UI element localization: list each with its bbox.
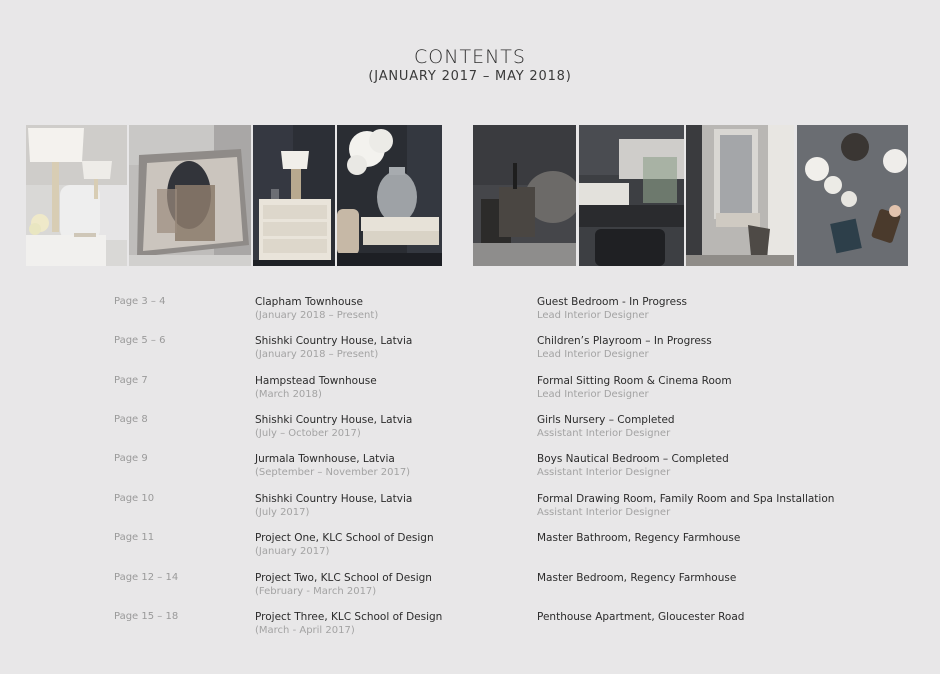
project-name: Shishki Country House, Latvia — [255, 414, 413, 426]
project-name: Project One, KLC School of Design — [255, 532, 434, 544]
project-name: Project Two, KLC School of Design — [255, 572, 432, 584]
bedside-lamp-photo — [26, 125, 127, 266]
contents-row — [0, 611, 940, 651]
room-name: Boys Nautical Bedroom – Completed — [537, 453, 729, 465]
hallway-photo — [686, 125, 794, 266]
contents-row — [0, 414, 940, 454]
page-range: Page 7 — [114, 375, 148, 386]
project-name: Jurmala Townhouse, Latvia — [255, 453, 395, 465]
flat-lay-photo — [797, 125, 908, 266]
project-name: Clapham Townhouse — [255, 296, 363, 308]
room-name: Master Bathroom, Regency Farmhouse — [537, 532, 741, 544]
project-date: (February - March 2017) — [255, 586, 377, 597]
project-date: (January 2018 – Present) — [255, 310, 379, 321]
contents-row — [0, 453, 940, 493]
project-date: (March - April 2017) — [255, 625, 355, 636]
room-name: Girls Nursery – Completed — [537, 414, 675, 426]
designer-role: Lead Interior Designer — [537, 389, 649, 400]
designer-role: Lead Interior Designer — [537, 310, 649, 321]
contents-row — [0, 532, 940, 572]
page-title: CONTENTS — [414, 46, 526, 68]
page-range: Page 3 – 4 — [114, 296, 166, 307]
page-range: Page 9 — [114, 453, 148, 464]
page-range: Page 11 — [114, 532, 155, 543]
dresser-lamp-photo — [253, 125, 335, 266]
page-range: Page 10 — [114, 493, 155, 504]
designer-role: Assistant Interior Designer — [537, 467, 671, 478]
designer-role: Lead Interior Designer — [537, 349, 649, 360]
page-range: Page 8 — [114, 414, 148, 425]
contents-row — [0, 296, 940, 336]
page-subtitle: (JANUARY 2017 – MAY 2018) — [368, 69, 572, 84]
room-name: Penthouse Apartment, Gloucester Road — [537, 611, 745, 623]
contents-row — [0, 572, 940, 612]
project-date: (January 2017) — [255, 546, 330, 557]
project-name: Hampstead Townhouse — [255, 375, 377, 387]
project-date: (July – October 2017) — [255, 428, 361, 439]
project-date: (January 2018 – Present) — [255, 349, 379, 360]
page-range: Page 15 – 18 — [114, 611, 179, 622]
room-name: Guest Bedroom - In Progress — [537, 296, 688, 308]
room-name: Formal Drawing Room, Family Room and Spa Installation — [537, 493, 835, 505]
room-name: Master Bedroom, Regency Farmhouse — [537, 572, 737, 584]
vase-flowers-photo — [337, 125, 442, 266]
project-date: (July 2017) — [255, 507, 310, 518]
contents-row — [0, 493, 940, 533]
contents-row — [0, 335, 940, 375]
designer-role: Assistant Interior Designer — [537, 507, 671, 518]
armchair-cushion-photo — [129, 125, 251, 266]
dark-interior-photo — [579, 125, 684, 266]
project-name: Shishki Country House, Latvia — [255, 493, 413, 505]
project-name: Shishki Country House, Latvia — [255, 335, 413, 347]
room-name: Formal Sitting Room & Cinema Room — [537, 375, 732, 387]
contents-row — [0, 375, 940, 415]
project-date: (September – November 2017) — [255, 467, 411, 478]
page-range: Page 5 – 6 — [114, 335, 166, 346]
page-range: Page 12 – 14 — [114, 572, 179, 583]
designer-role: Assistant Interior Designer — [537, 428, 671, 439]
project-name: Project Three, KLC School of Design — [255, 611, 443, 623]
room-name: Children’s Playroom – In Progress — [537, 335, 712, 347]
project-date: (March 2018) — [255, 389, 322, 400]
living-room-tables-photo — [473, 125, 576, 266]
